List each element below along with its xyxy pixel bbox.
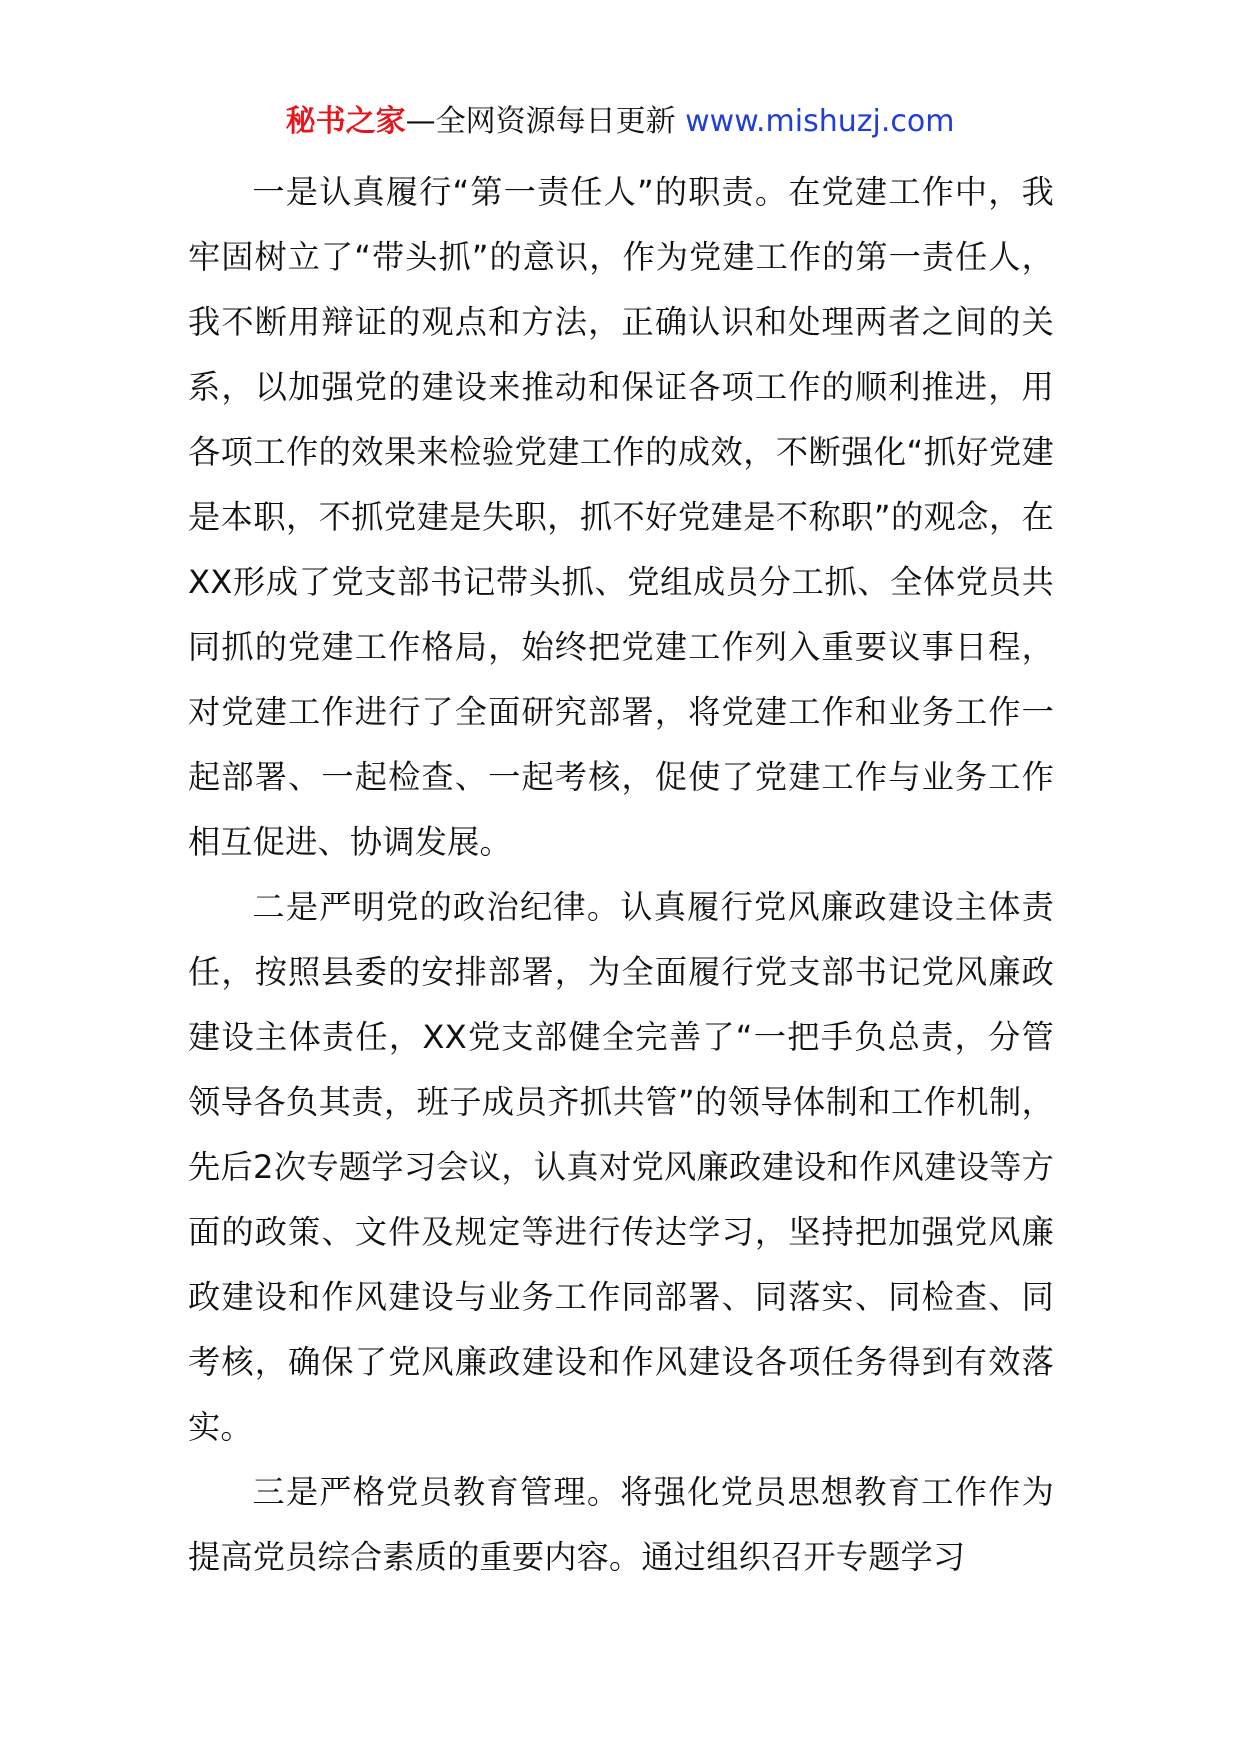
page-header [0,100,1240,144]
paragraph-member-education: 三是严格党员教育管理。将强化党员思想教育工作作为提高党员综合素质的重要内容。通过组织召开专题学习 [188,1473,1054,1576]
header-tagline: —全网资源每日更新 [405,104,686,139]
paragraph-political-discipline: 二是严明党的政治纪律。认真履行党风廉政建设主体责任，按照县委的安排部署，为全面履行党支部书记党风廉政建设主体责任，XX党支部健全完善了“一把手负总责，分管领导各负其责，班子成员齐抓共管”的领导体制和工作机制，先后2次专题学习会议，认真对党风廉政建设和作风建设等方面的政策、文件及规定等进行传达学习，坚持把加强党风廉政建设和作风建设与业务工作同部署、同落实、同检查、同考核，确保了党风廉政建设和作风建设各项任务得到有效落实。 [188,888,1054,1446]
paragraph-first-responsibility: 一是认真履行“第一责任人”的职责。在党建工作中，我牢固树立了“带头抓”的意识，作为党建工作的第一责任人，我不断用辩证的观点和方法，正确认识和处理两者之间的关系，以加强党的建设来推动和保证各项工作的顺利推进，用各项工作的效果来检验党建工作的成效，不断强化“抓好党建是本职，不抓党建是失职，抓不好党建是不称职”的观念，在XX形成了党支部书记带头抓、党组成员分工抓、全体党员共同抓的党建工作格局，始终把党建工作列入重要议事日程，对党建工作进行了全面研究部署，将党建工作和业务工作一起部署、一起检查、一起考核，促使了党建工作与业务工作相互促进、协调发展。 [188,173,1054,861]
website-url[interactable]: www.mishuzj.com [685,104,955,139]
brand-name: 秘书之家 [285,104,406,139]
document-body [188,160,1054,1590]
